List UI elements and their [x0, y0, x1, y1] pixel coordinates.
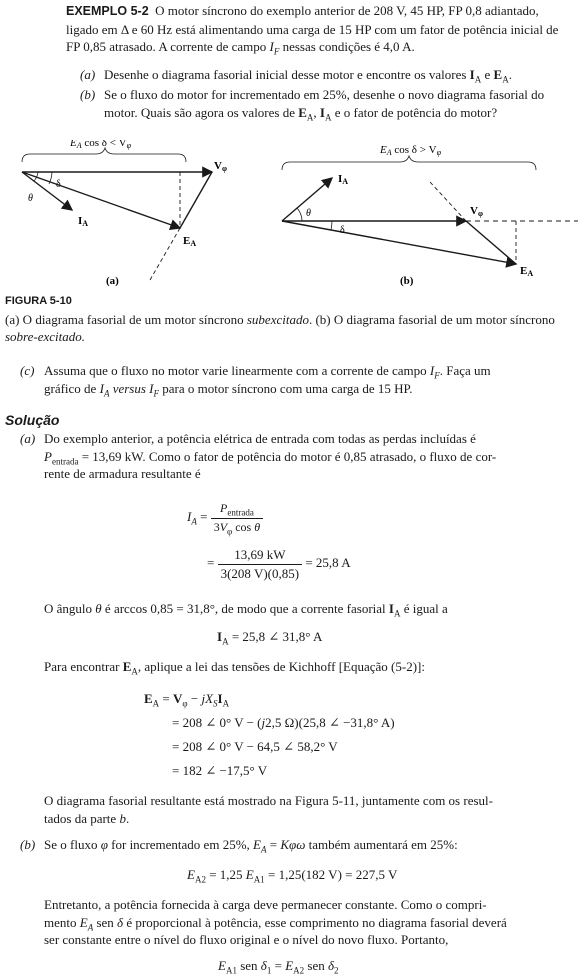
delta-label-b: δ	[340, 225, 345, 236]
ia-formula-fraction: $\frac{P_{entrada}}{3V_\varphi \cos \theta}$	[211, 500, 263, 536]
ea-phasor-a	[22, 172, 180, 228]
example-line-1: O motor síncrono do exemplo anterior de 208 V, 45 HP, FP 0,8 adiantado,	[155, 3, 539, 18]
final-equation: $E_{A1}$ sen $\delta_1 = E_{A2}$ sen $\delta_2$	[218, 958, 339, 976]
theta-arc-b	[297, 208, 302, 221]
solution-b-label: (b)	[20, 837, 36, 852]
delta-arc-b	[331, 221, 332, 230]
ia-phasor-a	[22, 172, 72, 210]
power-paragraph	[44, 896, 580, 949]
result-line-2: tados da parte b.	[44, 810, 130, 826]
solution-a-label: (a)	[20, 431, 36, 446]
jxsia-phasor-a	[180, 172, 212, 228]
ea-phasor-b	[282, 221, 516, 264]
solution-b-text: Se o fluxo φ for incrementado em 25%, $E_A = K\varphi\omega$ também aumentará em 25%:	[44, 837, 458, 855]
delta-label-a: δ	[56, 179, 61, 190]
dashed-extension-a	[150, 228, 180, 280]
ea2-equation: $E_{A2} = 1,25$ $E_{A1} = 1,25(182$ V) = 227,5 V	[187, 867, 398, 885]
jxsia-phasor-b	[466, 221, 516, 264]
solution-title: Solução	[5, 412, 60, 428]
ea-equation-1: $E_A = V_\varphi - jX_SI_A$	[144, 691, 230, 709]
solution-b	[20, 836, 580, 854]
question-c	[20, 362, 580, 398]
caption-b: (b)	[400, 275, 414, 287]
ea-label-b: EA	[520, 265, 534, 278]
question-b	[80, 86, 580, 122]
example-line-3: FP 0,85 atrasado. A corrente de campo $I_F$ nessas condições é 4,0 A.	[66, 39, 415, 57]
ea-equation-4: = 182 ∠ −17,5° V	[172, 763, 268, 778]
result-paragraph	[44, 792, 580, 827]
figure-caption	[5, 293, 580, 346]
ia-numeric-fraction: $\frac{13,69 kW}{3(208 V)(0,85)}$	[218, 546, 302, 582]
diagram-b	[282, 144, 578, 287]
ea-label-a: EA	[183, 235, 197, 248]
ia-label-b: IA	[338, 173, 349, 186]
example-statement	[66, 2, 580, 56]
example-line-2: ligado em Δ e 60 Hz está alimentando uma carga de 15 HP com um fator de potência inicial de	[66, 21, 559, 37]
ia-formula: $I_A$ = $\frac{P_{entrada}}{3V_\varphi \cos \theta}$	[187, 500, 263, 536]
result-line-1: O diagrama fasorial resultante está mostrado na Figura 5-11, juntamente com os resul-	[44, 793, 493, 808]
example-label: EXEMPLO 5-2	[66, 4, 149, 18]
ia-numeric: = $\frac{13,69 kW}{3(208 V)(0,85)}$ = 25,8 A	[207, 547, 351, 581]
question-c-text: Assuma que o fluxo no motor varie linearmente com a corrente de campo $I_F$. Faça um gráfico de $I_A$ versus $I_F$ para o motor síncrono com uma carga de 15 HP.	[44, 363, 491, 399]
figure-caption-line-1: (a) O diagrama fasorial de um motor síncrono subexcitado. (b) O diagrama fasorial de um motor síncrono	[5, 311, 555, 327]
brace-b-label: EA cos δ > Vφ	[380, 144, 442, 157]
brace-b	[282, 156, 536, 170]
brace-a	[22, 148, 186, 162]
diagram-a	[22, 140, 227, 287]
power-line-1: Entretanto, a potência fornecida à carga deve permanecer constante. Como o compri-	[44, 897, 487, 912]
question-a-label: (a)	[80, 67, 96, 82]
ea-equation-2: = 208 ∠ 0° V − (j2,5 Ω)(25,8 ∠ −31,8° A)	[172, 715, 395, 730]
power-line-3: ser constante entre o nível do fluxo original e o nível do novo fluxo. Portanto,	[44, 932, 449, 947]
ea-equation-3: = 208 ∠ 0° V − 64,5 ∠ 58,2° V	[172, 739, 338, 754]
power-line-2: mento $E_A$ sen δ é proporcional à potência, esse comprimento no diagrama fasorial deverá	[44, 914, 507, 933]
figure-caption-line-2: sobre-excitado.	[5, 329, 86, 344]
solution-a-text: Do exemplo anterior, a potência elétrica de entrada com todas as perdas incluídas é $P_{entrada} = 13,69$ kW. Como o fator de potência do motor é 0,85 atrasado, o fluxo de cor- rente de armadura resultante é	[44, 431, 497, 481]
ia-label-a: IA	[78, 215, 89, 228]
figure-number: FIGURA 5-10	[5, 295, 72, 307]
vphi-label-a: Vφ	[214, 160, 227, 173]
ia-numeric-result: = 25,8 A	[305, 554, 351, 570]
question-a-text: Desenhe o diagrama fasorial inicial desse motor e encontre os valores $I_A$ e $E_A$.	[104, 67, 512, 85]
solution-a	[20, 430, 580, 484]
theta-line: O ângulo θ é arccos 0,85 = 31,8°, de modo que a corrente fasorial $I_A$ é igual a	[44, 601, 448, 619]
question-c-label: (c)	[20, 363, 35, 378]
question-a	[80, 66, 580, 84]
question-b-text: Se o fluxo do motor for incrementado em 25%, desenhe o novo diagrama fasorial do motor. Quais são agora os valores de $E_A$, $I_A$ e o fator de potência do motor?	[104, 87, 545, 123]
caption-a: (a)	[106, 275, 119, 287]
theta-label-b: θ	[306, 208, 311, 219]
dashed-extension-b	[430, 182, 466, 221]
vphi-label-b: Vφ	[470, 205, 483, 218]
question-b-label: (b)	[80, 87, 96, 102]
brace-a-label: EA cos δ < Vφ	[70, 140, 132, 150]
phasor-diagram-figure	[0, 140, 585, 288]
theta-label-a: θ	[28, 193, 33, 204]
kirchhoff-line: Para encontrar $E_A$, aplique a lei das tensões de Kichhoff [Equação (5-2)]:	[44, 659, 425, 677]
ia-phasor-equation: $I_A = 25,8$ ∠ 31,8° A	[217, 629, 323, 647]
